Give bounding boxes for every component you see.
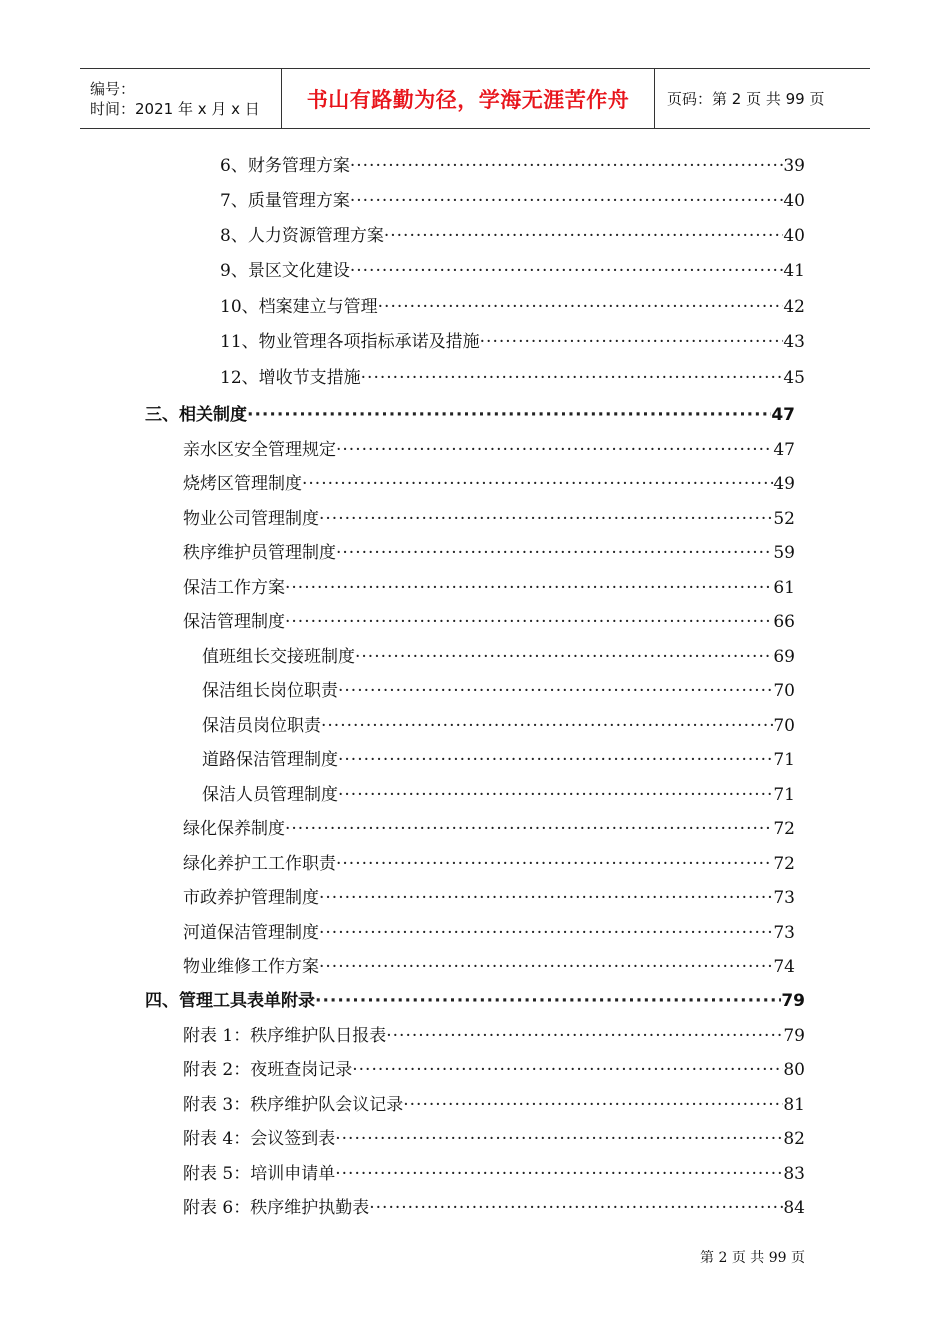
toc-entry-page: 66 (773, 612, 795, 632)
toc-leader (336, 852, 773, 876)
toc-entry[interactable] (220, 189, 805, 213)
toc-entry-page: 80 (783, 1060, 805, 1080)
toc-entry-page: 45 (783, 368, 805, 388)
toc-entry-title: 7、质量管理方案 (220, 191, 350, 211)
toc-entry[interactable] (220, 295, 805, 319)
toc-entry-title: 绿化保养制度 (183, 819, 285, 839)
toc-leader (285, 610, 773, 634)
toc-leader (247, 403, 771, 427)
toc-leader (321, 714, 773, 738)
toc-entry-title: 物业公司管理制度 (183, 509, 319, 529)
toc-entry[interactable] (183, 576, 795, 600)
toc-leader (302, 472, 773, 496)
toc-leader (285, 576, 773, 600)
toc-leader (350, 189, 784, 213)
toc-entry-title: 附表 1：秩序维护队日报表 (183, 1026, 387, 1046)
toc-entry-page: 49 (773, 474, 795, 494)
page-footer: 第 2 页 共 99 页 (700, 1250, 805, 1266)
toc-entry[interactable] (183, 1024, 805, 1048)
toc-entry[interactable] (183, 817, 795, 841)
toc-leader (378, 295, 784, 319)
serial-label: 编号： (90, 79, 136, 98)
toc-entry-page: 52 (773, 509, 795, 529)
toc-leader (369, 1196, 783, 1220)
toc-entry-page: 41 (783, 261, 805, 281)
toc-entry[interactable] (183, 886, 795, 910)
toc-entry[interactable] (202, 748, 795, 772)
toc-entry-title: 道路保洁管理制度 (202, 750, 338, 770)
toc-leader (352, 1058, 783, 1082)
toc-entry-page: 71 (773, 785, 795, 805)
toc-entry-title: 保洁员岗位职责 (202, 716, 321, 736)
toc-entry-page: 69 (773, 647, 795, 667)
toc-leader (319, 507, 773, 531)
toc-entry-page: 79 (783, 1026, 805, 1046)
page-header (80, 68, 870, 129)
toc-entry[interactable] (220, 366, 805, 390)
toc-leader (403, 1093, 783, 1117)
toc-entry[interactable] (220, 154, 805, 178)
toc-entry-title: 附表 3：秩序维护队会议记录 (183, 1095, 404, 1115)
toc-entry-page: 70 (773, 681, 795, 701)
toc-entry-title: 附表 4：会议签到表 (183, 1129, 336, 1149)
toc-leader (384, 224, 784, 248)
toc-entry-page: 82 (783, 1129, 805, 1149)
motto: 书山有路勤为径，学海无涯苦作舟 (306, 87, 630, 112)
toc-entry-page: 59 (773, 543, 795, 563)
toc-entry[interactable] (183, 438, 795, 462)
header-page-info: 页码：第 2 页 共 99 页 (667, 90, 825, 108)
toc-entry-title: 河道保洁管理制度 (183, 923, 319, 943)
toc-entry[interactable] (220, 259, 805, 283)
toc-leader (319, 886, 773, 910)
toc-entry-page: 81 (783, 1095, 805, 1115)
toc-leader (315, 989, 781, 1013)
toc-entry-title: 绿化养护工工作职责 (183, 854, 336, 874)
toc-entry-title: 秩序维护员管理制度 (183, 543, 336, 563)
toc-entry-page: 74 (773, 957, 795, 977)
toc-entry-title: 附表 5：培训申请单 (183, 1164, 336, 1184)
toc-leader (336, 438, 773, 462)
toc-entry[interactable] (220, 330, 805, 354)
toc-entry[interactable] (183, 541, 795, 565)
toc-entry[interactable] (202, 679, 795, 703)
toc-leader (361, 366, 784, 390)
toc-entry-title: 物业维修工作方案 (183, 957, 319, 977)
toc-section-heading[interactable] (145, 989, 805, 1013)
toc-entry-page: 61 (773, 578, 795, 598)
header-motto-cell (282, 69, 655, 128)
toc-entry[interactable] (183, 1196, 805, 1220)
toc-entry[interactable] (183, 610, 795, 634)
toc-entry-title: 市政养护管理制度 (183, 888, 319, 908)
toc-entry[interactable] (183, 1162, 805, 1186)
toc-entry-title: 9、景区文化建设 (220, 261, 350, 281)
toc-entry-title: 保洁管理制度 (183, 612, 285, 632)
toc-entry[interactable] (183, 1058, 805, 1082)
toc-section-heading[interactable] (145, 403, 795, 427)
toc-leader (480, 330, 784, 354)
toc-entry-title: 8、人力资源管理方案 (220, 226, 384, 246)
toc-entry-page: 43 (783, 332, 805, 352)
toc-entry[interactable] (202, 714, 795, 738)
toc-leader (386, 1024, 783, 1048)
toc-entry[interactable] (183, 852, 795, 876)
toc-leader (319, 955, 773, 979)
toc-entry[interactable] (183, 955, 795, 979)
toc-entry-title: 保洁人员管理制度 (202, 785, 338, 805)
time-label: 时间：2021 年 x 月 x 日 (90, 99, 260, 118)
toc-entry-page: 83 (783, 1164, 805, 1184)
toc-entry[interactable] (183, 921, 795, 945)
toc-entry-page: 47 (773, 440, 795, 460)
toc-section-page: 79 (781, 991, 805, 1011)
toc-entry-title: 亲水区安全管理规定 (183, 440, 336, 460)
toc-entry-page: 40 (783, 191, 805, 211)
toc-entry[interactable] (202, 783, 795, 807)
toc-entry[interactable] (183, 1127, 805, 1151)
toc-entry-page: 40 (783, 226, 805, 246)
toc-entry-title: 11、物业管理各项指标承诺及措施 (220, 332, 480, 352)
toc-leader (335, 1127, 783, 1151)
toc-entry-page: 70 (773, 716, 795, 736)
toc-entry[interactable] (183, 472, 795, 496)
toc-entry[interactable] (202, 645, 795, 669)
toc-leader (336, 541, 773, 565)
toc-entry-page: 84 (783, 1198, 805, 1218)
toc-entry-title: 12、增收节支措施 (220, 368, 361, 388)
toc-section-title: 三、相关制度 (145, 405, 247, 425)
toc-entry-title: 6、财务管理方案 (220, 156, 350, 176)
toc-entry-page: 42 (783, 297, 805, 317)
toc-entry-page: 73 (773, 888, 795, 908)
header-meta (80, 69, 282, 128)
toc-entry-title: 值班组长交接班制度 (202, 647, 355, 667)
toc-section-page: 47 (771, 405, 795, 425)
toc-leader (350, 154, 784, 178)
toc-entry-title: 10、档案建立与管理 (220, 297, 378, 317)
toc-leader (335, 1162, 783, 1186)
toc-entry-title: 附表 6：秩序维护执勤表 (183, 1198, 370, 1218)
toc-leader (338, 783, 773, 807)
toc-entry[interactable] (183, 507, 795, 531)
toc-leader (338, 679, 773, 703)
toc-entry-page: 71 (773, 750, 795, 770)
toc-entry-title: 附表 2：夜班查岗记录 (183, 1060, 353, 1080)
toc-entry-title: 烧烤区管理制度 (183, 474, 302, 494)
toc-entry-page: 72 (773, 854, 795, 874)
toc-entry-page: 72 (773, 819, 795, 839)
toc-leader (285, 817, 773, 841)
toc-leader (319, 921, 773, 945)
toc-leader (350, 259, 784, 283)
toc-entry-page: 73 (773, 923, 795, 943)
toc-entry[interactable] (183, 1093, 805, 1117)
toc-section-title: 四、管理工具表单附录 (145, 991, 315, 1011)
toc-entry[interactable] (220, 224, 805, 248)
toc-leader (355, 645, 773, 669)
toc-leader (338, 748, 773, 772)
toc-entry-page: 39 (783, 156, 805, 176)
toc-entry-title: 保洁组长岗位职责 (202, 681, 338, 701)
toc-entry-title: 保洁工作方案 (183, 578, 285, 598)
